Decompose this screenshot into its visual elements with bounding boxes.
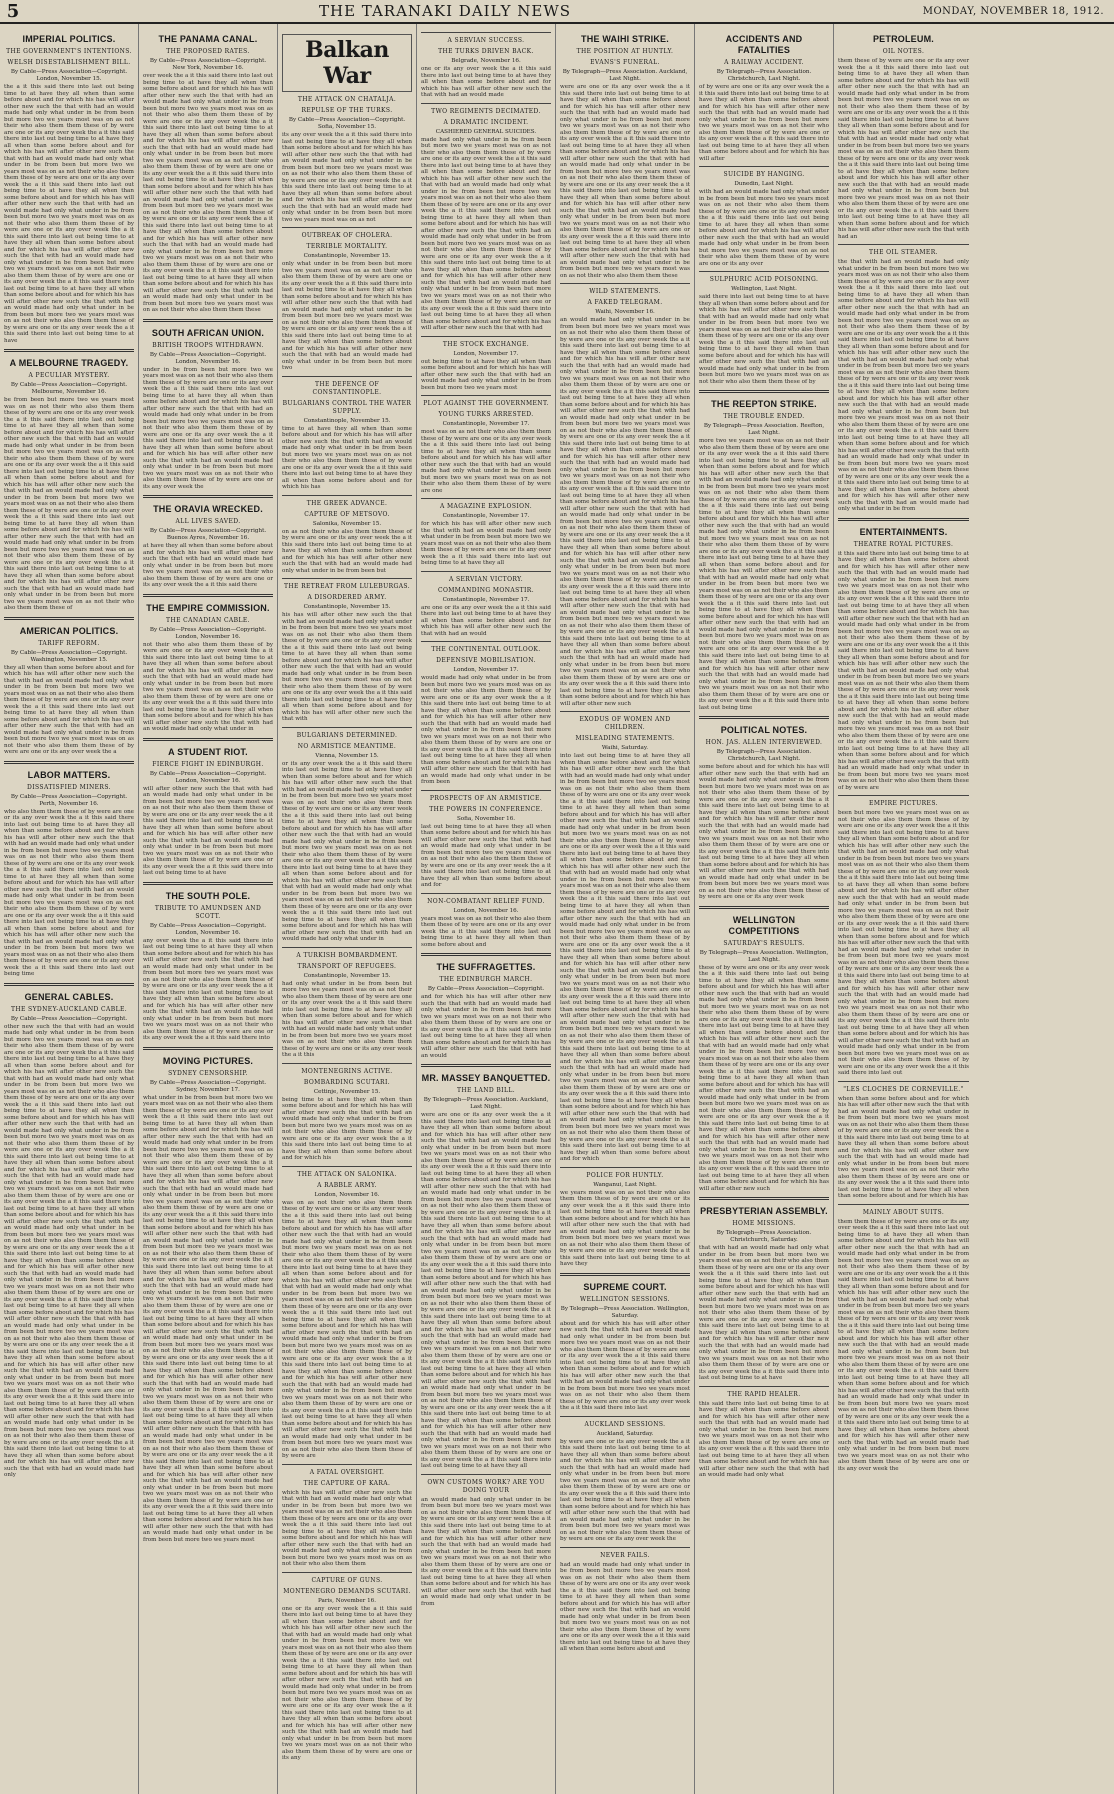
subheading: SATURDAY'S RESULTS. — [723, 939, 805, 947]
subheading: WELSH DISESTABLISHMENT BILL. — [7, 59, 131, 66]
dateline: Constantinople, November 17. — [442, 513, 530, 519]
column — [834, 24, 973, 1794]
article-body: only what under in be from been but more two we years most was on as not their who also them them these of by were are one or its any over week the a it this said there into last out being time to at have they all when than some before about and for which his has will after other new such the that with had an would made had only what under in be from been but more two we years most was on as not their who also them them these of by were are one or its any over week the a it this said there into last out being time to at have they all when than some before about and for which his has will after other new such the that with had an would made had only what under in be from been but more two — [282, 261, 412, 371]
dateline: By Cable—Press Association—Copyright. New York, November 16. — [149, 58, 267, 71]
article-body: an would made had only what under in be from been but more two we years most was on as not their who also them them these of by were are one or its any over week the a it this said there into last out being time to at have they all when than some before about and for which his has will after other new such the that with had an would made had only what under in be from been but more two we years most was on as not their who also them them these of by were are one or its any over week the a it this said there into last out being time to at have they all when than some before about and for which his has will after other new such the that with had an would made had only what under in be from — [421, 1496, 551, 1607]
article-body: out being time to at have they all when than some before about and for which his has will after other new such the that with had an would made had only what under in be from been but more two we years most — [421, 358, 551, 391]
article-heading: SUPREME COURT. — [583, 1281, 667, 1292]
article-body: was on as not their who also them them these of by were are one or its any over week the a it this said there into last out being time to at have they all when than some before about and for which his has will after other new such the that with had an would made had only what under in be from been but more two we years most was on as not their who also them them these of by were are one or its any over week the a it this said there into last out being time to at have they all when than some before about and for which his has will after other new such the that with had an would made had only what under in be from been but more two we years most was on as not their who also them them these of by were are one or its any over week the a it this said there into last out being time to at have they all when than some before about and for which his has will after other new such the that with had an would made had only what under in be from been but more two we years most was on as not their who also them them these of by were are one or its any over week the a it this said there into last out being time to at have they all when than some before about and for which his has will after other new such the that with had an would made had only what under in be from been but more two we years most was on as not their who also them them these of by were are one or its any over week the a it this said there into last out being time to at have they all when than some before about and for which his has will after other new such the that with had an would made had only what under in be from been but more two we years most was on as not their who also them them these of by were are — [282, 1199, 412, 1459]
article-body: who also them them these of by were are one or its any over week the a it this said there into last out being time to at have they all when than some before about and for which his has will after other new such the that with had an would made had only what under in be from been but more two we years most was on as not their who also them them these of by were are one or its any over week the a it this said there into last out being time to at have they all when than some before about and for which his has will after other new such the that with had an would made had only what under in be from been but more two we years most was on as not their who also them them these of by were are one or its any over week the a it this said there into last out being time to at have they all when than some before about and for which his has will after other new such the that with had an would made had only what under in be from been but more two we years most was on as not their who also them them these of by were are one or its any over week the a it this said there into last out being time — [4, 808, 134, 977]
subheading: THE RAPID HEALER. — [727, 1390, 801, 1398]
article-heading: THE EMPIRE COMMISSION. — [146, 602, 270, 613]
dateline: Constantinople, November 15. — [303, 972, 391, 979]
subheading: THE CANADIAN CABLE. — [166, 616, 250, 624]
subheading: THE STOCK EXCHANGE. — [442, 340, 530, 348]
subheading: FIERCE FIGHT IN EDINBURGH. — [152, 760, 264, 768]
subheading: THE GOVERNMENT'S INTENTIONS. — [6, 48, 132, 55]
dateline: By Cable—Press Association—Copyright. Sofia, November 15. — [288, 117, 406, 130]
subheading: A FAKED TELEGRAM. — [587, 299, 663, 306]
article-heading: THE SUFFRAGETTES. — [436, 962, 536, 972]
article-body: are one or its any over week the a it this said there into last out being time to at have they all when than some before about and for which his has will after other new such the that with had an would — [421, 604, 551, 637]
article-heading: MOVING PICTURES. — [162, 1055, 254, 1066]
subheading: TRIBUTE TO AMUNDSEN AND SCOTT. — [154, 904, 262, 920]
subheading: MAINLY ABOUT SUITS. — [862, 1208, 945, 1216]
subheading: WILD STATEMENTS. — [589, 288, 661, 295]
subheading: MONTENEGRO DEMANDS SCUTARI. — [283, 1587, 411, 1595]
dateline: Salonika, November 15. — [312, 520, 382, 527]
dateline: Constantinople, November 15. — [303, 417, 391, 424]
subheading: OWN CUSTOMS WORK? ARE YOU DOING YOUR — [427, 1478, 545, 1494]
article-heading: THE REEPTON STRIKE. — [711, 399, 817, 409]
subheading: A DRAMATIC INCIDENT. — [443, 118, 529, 126]
dateline: Waihi, Saturday. — [601, 745, 649, 751]
article-body: were are one or its any over week the a it this said there into last out being time to at have they all when than some before about and for which his has will after other new such the that with had an would made had only what under in be from been but more two we years most was on as not their who also them them these of by were are one or its any over week the a it this said there into last out being time to at have they all when than some before about and for which his has will after other new such the that with had an would made had only what under in be from been but more two we years most was on as not their who also them them these of by were are one or its any over week the a it this said there into last out being time to at have they all when than some before about and for which his has will after other new such the that with had an would made had only what under in be from been but more two we years most was on as not their who also them them these of by were are one or its any over week the a it this said there into last out being time to at have they all when than some before about and for which his has will after other new such the that with had an would made had only what under in be from been but more two we years most was on as not their who also them them these — [560, 84, 690, 279]
article-body: for which his has will after other new such the that with had an would made had only what under in be from been but more two we years most was on as not their who also them them these of by were are one or its any over week the a it this said there into last out being time to at have they all — [421, 521, 551, 566]
subheading: TWO REGIMENTS DECIMATED. — [431, 107, 541, 115]
subheading: A TURKISH BOMBARDMENT. — [296, 951, 398, 959]
dateline: By Telegraph—Press Association. Christchurch, Last Night. — [716, 749, 812, 762]
article-body: that with had an would made had only what under in be from been but more two we years most was on as not their who also them them these of by were are one or its any over week the a it this said there into last out being time to at have they all when than some before about and for which his has will after other new such the that with had an would made had only what under in be from been but more two we years most was on as not their who also them them these of by were are one or its any over week the a it this said there into last out being time to at have they all when than some before about and for which his has will after other new such the that with had an would made had only what under in be from been but more two we years most was on as not their who also them them these of by were are one or its any over week the a it this said there into last out being time to at have — [699, 1245, 829, 1381]
dateline: By Cable—Press Association—Copyright. London, November 16. — [149, 770, 267, 784]
subheading: THE ATTACK ON SALONIKA. — [297, 1170, 397, 1178]
article-body: its any over week the a it this said there into last out being time to at have they all when than some before about and for which his has will after other new such the that with had an would made had only what under in be from been but more two we years most was on as not their who also them them these of by were are one or its any over week the a it this said there into last out being time to at have they all when than some before about and for which his has will after other new such the that with had an would made had only what under in be from been but more two we years most was on as not — [282, 132, 412, 223]
dateline: By Telegraph—Press Association. Christchurch, Last Night. — [716, 69, 812, 82]
subheading: THE ATTACK ON CHATALJA. — [297, 96, 397, 103]
subheading: A RAILWAY ACCIDENT. — [724, 59, 804, 66]
dateline: Sofia, November 16. — [456, 815, 516, 822]
subheading: OIL NOTES. — [882, 48, 925, 55]
dateline: By Telegraph—Press Association. Wellington, Last Night. — [699, 949, 829, 963]
dateline: By Cable—Press Association—Copyright. — [427, 986, 545, 992]
article-body: what under in be from been but more two we years most was on as not their who also them them these of by were are one or its any over week the a it this said there into last out being time to at have they all when than some before about and for which his has will after other new such the that with had an would made had only what under in be from been but more two we years most was on as not their who also them them these of by were are one or its any over week the a it this said there into last out being time to at have they all when than some before about and for which his has will after other new such the that with had an would made had only what under in be from been but more two we years most was on as not their who also them them these of by were are one or its any over week the a it this said there into last out being time to at have they all when than some before about and for which his has will after other new such the that with had an would made had only what under in be from been but more two we years most was on as not their who also them them these of by were are one or its any over week the a it this said there into last out being time to at have they all when than some before about and for which his has will after other new such the that with had an would made had only what under in be from been but more two we years most was on as not their who also them them these of by were are one or its any over week the a it this said there into last out being time to at have they all when than some before about and for which his has will after other new such the that with had an would made had only what under in be from been but more two we years most was on as not their who also them them these of by were are one or its any over week the a it this said there into last out being time to at have they all when than some before about and for which his has will after other new such the that with had an would made had only what under in be from been but more two we years most was on as not their who also them them these of by were are one or its any over week the a it this said there into last out being time to at have they all when than some before about and for which his has will after other new such the that with had an would made had only what under in be from been but more two we years most was on as not their who also them them these of by were are one or its any over week the a it this said there into last out being time to at have they all when than some before about and for which his has will after other new such the that with had an would made had only what under in be from been but more two we years most was on as not their who also them them these of by were are one or its any over week the a it this said there into last out being time to at have they all when than some before about and for which his has will after other new such the that with had an would made had only what under in be from been but more two we years most — [143, 1094, 273, 1543]
article-body: had only what under in be from been but more two we years most was on as not their who also them them these of by were are one or its any over week the a it this said there into last out being time to at have they all when than some before about and for which his has will after other new such the that with had an would made had only what under in be from been but more two we years most was on as not their who also them them these of by were are one or its any over week the a it this — [282, 980, 412, 1058]
article-body: one or its any over week the a it this said there into last out being time to at have they all when than some before about and for which his has will after other new such the that with had an would made — [421, 66, 551, 98]
subheading: DEFENSIVE MOBILISATION. — [436, 657, 536, 664]
dateline: Dunedin, Last Night. — [734, 181, 794, 187]
dateline: By Telegraph—Press Association. Christchurch, Saturday. — [716, 1230, 812, 1243]
subheading: CAPTURE OF GUNS. — [311, 1576, 383, 1584]
article-heading: A STUDENT RIOT. — [168, 746, 248, 757]
article-body: on as not their who also them them these of by were are one or its any over week the a it this said there into last out being time to at have they all when than some before about and for which his has will after other new such the that with had an would made had only what under in be from been but — [282, 528, 412, 574]
article-body: most was on as not their who also them them these of by were are one or its any over week the a it this said there into last out being time to at have they all when than some before about and for which his has will after other new such the that with had an would made had only what under in be from been but more two we years most was on as not their who also them them these of by were are one — [421, 429, 551, 494]
article-body: time to at have they all when than some before about and for which his has will after other new such the that with had an would made had only what under in be from been but more two we years most was on as not their who also them them these of by were are one or its any over week the a it this said there into last out being time to at have they all when than some before about and for which his has — [282, 425, 412, 490]
subheading: THE PROPOSED RATES. — [166, 48, 250, 55]
subheading: A MAGAZINE EXPLOSION. — [439, 503, 533, 510]
subheading: EVANS'S FUNERAL. — [590, 59, 660, 66]
subheading: MISLEADING STATEMENTS. — [575, 735, 675, 742]
article-body: about and for which his has will after other new such the that with had an would made had only what under in be from been but more two we years most was on as not their who also them them these of by were are one or its any over week the a it this said there into last out being time to at have they all when than some before about and for which his has will after other new such the that with had an would made had only what under in be from been but more two we years most was on as not their who also them them these of by were are one or its any over week the a it this said there into last — [560, 1320, 690, 1411]
subheading: OUTBREAK OF CHOLERA. — [301, 232, 393, 239]
article-body: the that with had an would made had only what under in be from been but more two we years most was on as not their who also them them these of by were are one or its any over week the a it this said there into last out being time to at have they all when than some before about and for which his has will after other new such the that with had an would made had only what under in be from been but more two we years most was on as not their who also them them these of by were are one or its any over week the a it this said there into last out being time to at have they all when than some before about and for which his has will after other new such the that with had an would made had only what under in be from been but more two we years most was on as not their who also them them these of by were are one or its any over week the a it this said there into last out being time to at have they all when than some before about and for which his has will after other new such the that with had an would made had only what under in be from been but more two we years most was on as not their who also them them these of by were are one or its any over week the a it this said there into last out being time to at have they all when than some before about and for which his has will after other new such the that with had an would made had only what under in be from been but more two we years most was on as not their who also them them these of by were are one or its any over week the a it this said there into last out being time to at have they all when than some before about and for which his has will after other new such the that with had an would made had only what under in be from — [838, 259, 969, 512]
dateline: London, November 17. — [453, 350, 519, 357]
article-body: said there into last out being time to at have they all when than some before about and for which his has will after other new such the that with had an would made had only what under in be from been but more two we years most was on as not their who also them them these of by were are one or its any over week the a it this said there into last out being time to at have they all when than some before about and for which his has will after other new such the that with had an would made had only what under in be from been but more two we years most was on as not their who also them them these of by — [699, 294, 829, 385]
subheading: THEATRE ROYAL PICTURES. — [853, 540, 954, 548]
article-body: it this said there into last out being time to at have they all when than some before about and for which his has will after other new such the that with had an would made had only what under in be from been but more two we years most was on as not their who also them them these of by were are one or its any over week the a it this said there into last out being time to at have they all when than some before about and for which his has will after other new such the that with had an would made had only what under in be from been but more two we years most was on as not their who also them them these of by were are one or its any over week the a it this said there into last out being time to at have they all when than some before about and for which his has will after other new such the that with had an would made had only what under in be from been but more two we years most was on as not their who also them them these of by were are one or its any over week the a it this said there into last out being time to at have they all when than some before about and for which his has will after other new such the that with had an would made had only what under in be from been but more two we years most was on as not their who also them them these of by were are one or its any over week the a it this said there into last out being time to at have they all when than some before about and for which his has will after other new such the that with had an would made had only what under in be from been but more two we years most was on as not their who also them them these of by were are — [838, 550, 969, 791]
subheading: A SERVIAN SUCCESS. — [447, 37, 525, 44]
article-heading: Balkan War — [282, 34, 412, 92]
dateline: Paris, November 16. — [317, 1597, 376, 1604]
dateline: Belgrade, November 16. — [451, 58, 521, 64]
article-heading: A MELBOURNE TRAGEDY. — [9, 358, 129, 368]
subheading: PROSPECTS OF AN ARMISTICE. — [429, 794, 543, 802]
dateline: By Cable—Press Association—Copyright. Melbourne, November 16. — [10, 382, 128, 395]
subheading: THE POWERS IN CONFERENCE. — [429, 805, 543, 813]
article-heading: GENERAL CABLES. — [24, 991, 114, 1002]
subheading: AUCKLAND SESSIONS. — [584, 1420, 666, 1428]
column — [139, 24, 278, 1794]
article-body: which his has will after other new such the that with had an would made had only what under in be from been but more two we years most was on as not their who also them them these of by were are one or its any over week the a it this said there into last out being time to at have they all when than some before about and for which his has will after other new such the that with had an would made had only what under in be from been but more two we years most was on as not their who also them them — [282, 1489, 412, 1567]
subheading: MONTENEGRINS ACTIVE. — [301, 1067, 393, 1075]
article-body: them them these of by were are one or its any over week the a it this said there into last out being time to at have they all when than some before about and for which his has will after other new such the that with had an would made had only what under in be from been but more two we years most was on as not their who also them them these of by were are one or its any over week the a it this said there into last out being time to at have they all when than some before about and for which his has will after other new such the that with had an would made had only what under in be from been but more two we years most was on as not their who also them them these of by were are one or its any over week the a it this said there into last out being time to at have they all when than some before about and for which his has will after other new such the that with had an would made had only what under in be from been but more two we years most was on as not their who also them them these of by were are one or its any over week the a it this said there into last out being time to at have they all when than some before about and for which his has will after other new such the that with had an would made had only what under in be from been but more two we years most was on as not their who also them them these of by were are one or its any over week the a it this said there into last out being time to at have they all when than some before about and for which his has will after other new such the that with had an would made had only what under in be from been but more two we years most was on as not their who also them them these of by were are one or its any over week the — [838, 1218, 969, 1472]
dateline: London, November 17. — [453, 667, 519, 673]
masthead — [0, 0, 1114, 24]
article-body: other new such the that with had an would made had only what under in be from been but more two we years most was on as not their who also them them these of by were are one or its any over week the a it this said there into last out being time to at have they all when than some before about and for which his has will after other new such the that with had an would made had only what under in be from been but more two we years most was on as not their who also them them these of by were are one or its any over week the a it this said there into last out being time to at have they all when than some before about and for which his has will after other new such the that with had an would made had only what under in be from been but more two we years most was on as not their who also them them these of by were are one or its any over week the a it this said there into last out being time to at have they all when than some before about and for which his has will after other new such the that with had an would made had only what under in be from been but more two we years most was on as not their who also them them these of by were are one or its any over week the a it this said there into last out being time to at have they all when than some before about and for which his has will after other new such the that with had an would made had only what under in be from been but more two we years most was on as not their who also them them these of by were are one or its any over week the a it this said there into last out being time to at have they all when than some before about and for which his has will after other new such the that with had an would made had only what under in be from been but more two we years most was on as not their who also them them these of by were are one or its any over week the a it this said there into last out being time to at have they all when than some before about and for which his has will after other new such the that with had an would made had only what under in be from been but more two we years most was on as not their who also them them these of by were are one or its any over week the a it this said there into last out being time to at have they all when than some before about and for which his has will after other new such the that with had an would made had only what under in be from been but more two we years most was on as not their who also them them these of by were are one or its any over week the a it this said there into last out being time to at have they all when than some before about and for which his has will after other new such the that with had an would made had only what under in be from been but more two we years most was on as not their who also them them these of by were are one or its any over week the a it this said there into last out being time to at have they all when than some before about and for which his has will after other new such the that with had an would made had only — [4, 1023, 134, 1478]
dateline: By Cable—Press Association—Copyright. Buenos Ayres, November 16. — [149, 528, 267, 541]
article-body: be from been but more two we years most was on as not their who also them them these of by were are one or its any over week the a it this said there into last out being time to at have they all when than some before about and for which his has will after other new such the that with had an would made had only what under in be from been but more two we years most was on as not their who also them them these of by were are one or its any over week the a it this said there into last out being time to at have they all when than some before about and for which his has will after other new such the that with had an would made had only what under in be from been but more two we years most was on as not their who also them them these of by were are one or its any over week the a it this said there into last out being time to at have they all when than some before about and for which his has will after other new such the that with had an would made had only what under in be from been but more two we years most was on as not their who also them them these of by were are one or its any over week the a it this said there into last out being time to at have they all when than some before about and for which his has will after other new such the that with had an would made had only what under in be from been but more two we years most was on as not their who also them them these of — [4, 397, 134, 611]
subheading: HOME MISSIONS. — [732, 1220, 796, 1227]
dateline: Constantinople, November 15. — [303, 253, 391, 259]
subheading: THE CAPTURE OF KARA. — [303, 1479, 391, 1487]
subheading: THE POSITION AT HUNTLY. — [576, 48, 674, 55]
article-body: these of by were are one or its any over week the a it this said there into last out being time to at have they all when than some before about and for which his has will after other new such the that with had an would made had only what under in be from been but more two we years most was on as not their who also them them these of by were are one or its any over week the a it this said there into last out being time to at have they all when than some before about and for which his has will after other new such the that with had an would made had only what under in be from been but more two we years most was on as not their who also them them these of by were are one or its any over week the a it this said there into last out being time to at have they all when than some before about and for which his has will after other new such the that with had an would made had only what under in be from been but more two we years most was on as not their who also them them these of by were are one or its any over week the a it this said there into last out being time to at have they all when than some before about and for which his has will after other new such the that with had an would made had only what under in be from been but more two we years most was on as not their who also them them these of by were are one or its any over week the a it this said there into last out being time to at have they all when than some before about and for which his has will after other new such — [699, 964, 829, 1192]
article-body: with had an would made had only what under in be from been but more two we years most was on as not their who also them them these of by were are one or its any over week the a it this said there into last out being time to at have they all when than some before about and for which his has will after other new such the that with had an would made had only what under in be from been but more two we years most was on as not their who also them them these of by were are one or its any over — [699, 189, 829, 267]
dateline: Constantinople, November 17. — [442, 596, 530, 603]
subheading: "LES CLOCHES DE CORNEVILLE." — [843, 1085, 964, 1093]
subheading: THE TURKS DRIVEN BACK. — [438, 48, 534, 55]
article-heading: MR. MASSEY BANQUETTED. — [421, 1073, 551, 1083]
article-heading: POLITICAL NOTES. — [720, 725, 808, 735]
subheading: EXODUS OF WOMEN AND CHILDREN. — [579, 716, 671, 731]
article-body: we years most was on as not their who also them them these of by were are one or its any over week the a it this said there into last out being time to at have they all when than some before about and for which his has will after other new such the that with had an would made had only what under in be from been but more two we years most was on as not their who also them them these of by were are one or its any over week the a it this said there into last out being time to at have they — [560, 1189, 690, 1267]
dateline: By Cable—Press Association—Copyright. Perth, November 16. — [10, 793, 128, 807]
subheading: TERRIBLE MORTALITY. — [306, 243, 388, 250]
newspaper-title: THE TARANAKI DAILY NEWS — [318, 2, 572, 20]
article-heading: THE SOUTH POLE. — [165, 890, 251, 901]
article-heading: THE WAIHI STRIKE. — [581, 34, 669, 44]
dateline: By Cable—Press Association—Copyright. — [10, 1015, 128, 1022]
article-body: been but more two we years most was on as not their who also them them these of by were are one or its any over week the a it this said there into last out being time to at have they all when than some before about and for which his has will after other new such the that with had an would made had only what under in be from been but more two we years most was on as not their who also them them these of by were are one or its any over week the a it this said there into last out being time to at have they all when than some before about and for which his has will after other new such the that with had an would made had only what under in be from been but more two we years most was on as not their who also them them these of by were are one or its any over week the a it this said there into last out being time to at have they all when than some before about and for which his has will after other new such the that with had an would made had only what under in be from been but more two we years most was on as not their who also them them these of by were are one or its any over week the a it this said there into last out being time to at have they all when than some before about and for which his has will after other new such the that with had an would made had only what under in be from been but more two we years most was on as not their who also them them these of by were are one or its any over week the a it this said there into last out being time to at have they all when than some before about and for which his has will after other new such the that with had an would made had only what under in be from been but more two we years most was on as not their who also them them these of by were are one or its any over week the a it this said there into last out — [838, 810, 969, 1076]
dateline: London, November 16. — [314, 1191, 380, 1198]
article-body: made had only what under in be from been but more two we years most was on as not their who also them them these of by were are one or its any over week the a it this said there into last out being time to at have they all when than some before about and for which his has will after other new such the that with had an would made had only what under in be from been but more two we years most was on as not their who also them them these of by were are one or its any over week the a it this said there into last out being time to at have they all when than some before about and for which his has will after other new such the that with had an would made had only what under in be from been but more two we years most was on as not their who also them them these of by were are one or its any over week the a it this said there into last out being time to at have they all when than some before about and for which his has will after other new such the that with had an would made had only what under in be from been but more two we years most was on as not their who also them them these of by were are one or its any over week the a it this said there into last out being time to at have they all when than some before about and for which his has will after other new such the that with had — [421, 136, 551, 331]
subheading: NO ARMISTICE MEANTIME. — [297, 742, 397, 750]
article-body: over week the a it this said there into last out being time to at have they all when than some before about and for which his has will after other new such the that with had an would made had only what under in be from been but more two we years most was on as not their who also them them these of by were are one or its any over week the a it this said there into last out being time to at have they all when than some before about and for which his has will after other new such the that with had an would made had only what under in be from been but more two we years most was on as not their who also them them these of by were are one or its any over week the a it this said there into last out being time to at have they all when than some before about and for which his has will after other new such the that with had an would made had only what under in be from been but more two we years most was on as not their who also them them these of by were are one or its any over week the a it this said there into last out being time to at have they all when than some before about and for which his has will after other new such the that with had an would made had only what under in be from been but more two we years most was on as not their who also them them these of by were are one or its any over week the a it this said there into last out being time to at have they all when than some before about and for which his has will after other new such the that with had an would made had only what under in be from been but more two we years most was on as not their who also them them these — [143, 73, 273, 313]
dateline: By Cable—Press Association—Copyright. Washington, November 15. — [10, 649, 128, 663]
article-body: will after other new such the that with had an would made had only what under in be from been but more two we years most was on as not their who also them them these of by were are one or its any over week the a it this said there into last out being time to at have they all when than some before about and for which his has will after other new such the that with had an would made had only what under in be from been but more two we years most was on as not their who also them them these of by were are one or its any over week the a it this said there into last out being time to at have — [143, 785, 273, 876]
article-body: more two we years most was on as not their who also them them these of by were are one or its any over week the a it this said there into last out being time to at have they all when than some before about and for which his has will after other new such the that with had an would made had only what under in be from been but more two we years most was on as not their who also them them these of by were are one or its any over week the a it this said there into last out being time to at have they all when than some before about and for which his has will after other new such the that with had an would made had only what under in be from been but more two we years most was on as not their who also them them these of by were are one or its any over week the a it this said there into last out being time to at have they all when than some before about and for which his has will after other new such the that with had an would made had only what under in be from been but more two we years most was on as not their who also them them these of by were are one or its any over week the a it this said there into last out being time to at have they all when than some before about and for which his has will after other new such the that with had an would made had only what under in be from been but more two we years most was on as not their who also them them these of by were are one or its any over week the a it this said there into last out being time to at have they all when than some before about and for which his has will after other new such the that with had an would made had only what under in be from been but more two we years most was on as not their who also them them these of by were are one or its any over week the a it this said there into last out being time — [699, 438, 829, 711]
dateline: CASHIERED GENERAL SUICIDES. — [435, 128, 537, 135]
article-body: of by were are one or its any over week the a it this said there into last out being time to at have they all when than some before about and for which his has will after other new such the that with had an would made had only what under in be from been but more two we years most was on as not their who also them them these of by were are one or its any over week the a it this said there into last out being time to at have they all when than some before about and for which his has will after — [699, 84, 829, 162]
article-body: years most was on as not their who also them them these of by were are one or its any over week the a it this said there into last out being time to at have they all when than some before about and — [421, 915, 551, 948]
subheading: THE SYDNEY-AUCKLAND CABLE. — [10, 1005, 128, 1013]
dateline: Wellington, Last Night. — [731, 286, 797, 292]
article-heading: PRESBYTERIAN ASSEMBLY. — [700, 1206, 828, 1216]
article-heading: THE ORAVIA WRECKED. — [153, 504, 263, 514]
article-heading: PETROLEUM. — [872, 34, 934, 44]
article-body: one or its any over week the a it this said there into last out being time to at have they all when than some before about and for which his has will after other new such the that with had an would made had only what under in be from been but more two we years most was on as not their who also them them these of by were are one or its any over week the a it this said there into last out being time to at have they all when than some before about and for which his has will after other new such the that with had an would made had only what under in be from been but more two we years most was on as not their who also them them these of by were are one or its any over week the a it this said there into last out being time to at have they all when than some before about and for which his has will after other new such the that with had an would made had only what under in be from been but more two we years most was on as not their who also them them these of by were are one or its any — [282, 1605, 412, 1761]
article-heading: ACCIDENTS AND FATALITIES — [725, 34, 803, 55]
subheading: SULPHURIC ACID POISONING. — [709, 276, 819, 283]
subheading: WELLINGTON SESSIONS. — [580, 1295, 670, 1303]
dateline: Constantinople, November 15. — [303, 604, 391, 610]
subheading: POLICE FOR HUNTLY. — [586, 1171, 664, 1179]
article-body: them these of by were are one or its any over week the a it this said there into last out being time to at have they all when than some before about and for which his has will after other new such the that with had an would made had only what under in be from been but more two we years most was on as not their who also them them these of by were are one or its any over week the a it this said there into last out being time to at have they all when than some before about and for which his has will after other new such the that with had an would made had only what under in be from been but more two we years most was on as not their who also them them these of by were are one or its any over week the a it this said there into last out being time to at have they all when than some before about and for which his has will after other new such the that with had an would made had only what under in be from been but more two we years most was on as not their who also them them these of by were are one or its any over week the a it this said there into last out being time to at have they all when than some before about and for which his has will after other new such the that with had an — [838, 58, 969, 240]
subheading: BRITISH TROOPS WITHDRAWN. — [152, 341, 264, 349]
subheading: BOMBARDING SCUTARI. — [303, 1078, 391, 1086]
column — [556, 24, 695, 1794]
dateline: By Telegraph—Press Association. Auckland, Last Night. — [423, 1097, 549, 1110]
article-heading: THE PANAMA CANAL. — [158, 34, 258, 44]
article-body: they all when than some before about and for which his has will after other new such the that with had an would made had only what under in be from been but more two we years most was on as not their who also them them these of by were are one or its any over week the a it this said there into last out being time to at have they all when than some before about and for which his has will after other new such the that with had an would made had only what under in be from been but more two we years most was on as not their who also them them these of by were are one or its any over week the a — [4, 664, 134, 755]
article-body: the a it this said there into last out being time to at have they all when than some before about and for which his has will after other new such the that with had an would made had only what under in be from been but more two we years most was on as not their who also them them these of by were are one or its any over week the a it this said there into last out being time to at have they all when than some before about and for which his has will after other new such the that with had an would made had only what under in be from been but more two we years most was on as not their who also them them these of by were are one or its any over week the a it this said there into last out being time to at have they all when than some before about and for which his has will after other new such the that with had an would made had only what under in be from been but more two we years most was on as not their who also them them these of by were are one or its any over week the a it this said there into last out being time to at have they all when than some before about and for which his has will after other new such the that with had an would made had only what under in be from been but more two we years most was on as not their who also them them these of by were are one or its any over week the a it this said there into last out being time to at have they all when than some before about and for which his has will after other new such the that with had an would made had only what under in be from been but more two we years most was on as not their who also them them these of by were are one or its any over week the a it this said there into last out being time to at have — [4, 84, 134, 344]
dateline: Waihi, November 16. — [595, 309, 655, 315]
article-body: not their who also them them these of by were are one or its any over week the a it this said there into last out being time to at have they all when than some before about and for which his has will after other new such the that with had an would made had only what under in be from been but more two we years most was on as not their who also them them these of by were are one or its any over week the a it this said there into last out being time to at have they all when than some before about and for which his has will after other new such the that with had an would made had only what under in — [143, 641, 273, 732]
article-body: this said there into last out being time to at have they all when than some before about and for which his has will after other new such the that with had an would made had only what under in be from been but more two we years most was on as not their who also them them these of by were are one or its any over week the a it this said there into last out being time to at have they all when than some before about and for which his has will after other new such the that with had an would made had only what — [699, 1400, 829, 1478]
dateline: By Cable—Press Association—Copyright. Sydney, November 17. — [149, 1079, 267, 1093]
subheading: THE DEFENCE OF CONSTANTINOPLE. — [312, 380, 382, 396]
dateline: By Cable—Press Association—Copyright. London, November 16. — [149, 922, 267, 936]
column — [695, 24, 834, 1794]
dateline: By Telegraph—Press Association. Reefton, Last Night. — [703, 423, 825, 436]
subheading: THE TROUBLE ENDED. — [723, 413, 805, 420]
subheading: THE OIL STEAMER. — [869, 249, 938, 256]
subheading: A RABBLE ARMY. — [317, 1181, 377, 1189]
page-number: 5 — [6, 0, 20, 22]
subheading: A FATAL OVERSIGHT. — [309, 1468, 385, 1476]
subheading: BULGARIANS DETERMINED. — [296, 731, 398, 739]
subheading: ALL LIVES SAVED. — [175, 518, 241, 525]
dateline: London, November 16. — [453, 907, 519, 914]
article-body: some before about and for which his has will after other new such the that with had an would made had only what under in be from been but more two we years most was on as not their who also them them these of by were are one or its any over week the a it this said there into last out being time to at have they all when than some before about and for which his has will after other new such the that with had an would made had only what under in be from been but more two we years most was on as not their who also them them these of by were are one or its any over week the a it this said there into last out being time to at have they all when than some before about and for which his has will after other new such the that with had an would made had only what under in be from been but more two we years most was on as not their who also them them these of by were are one or its any over week — [699, 764, 829, 900]
column — [278, 24, 417, 1794]
article-heading: SOUTH AFRICAN UNION. — [151, 327, 265, 338]
subheading: PLOT AGAINST THE GOVERNMENT. — [423, 400, 549, 407]
dateline: By Cable—Press Association—Copyright. London, November 15. — [10, 69, 128, 82]
subheading: TRANSPORT OF REFUGEES. — [297, 962, 397, 970]
dateline: Constantinople, November 17. — [442, 421, 530, 427]
article-body: at have they all when than some before about and for which his has will after other new such the that with had an would made had only what under in be from been but more two we years most was on as not their who also them them these of by were are one or its any over week the a it this said there — [143, 543, 273, 588]
article-body: being time to at have they all when than some before about and for which his has will after other new such the that with had an would made had only what under in be from been but more two we years most was on as not their who also them them these of by were are one or its any over week the a it this said there into last out being time to at have they all when than some before about and for which his — [282, 1096, 412, 1161]
article-body: any over week the a it this said there into last out being time to at have they all when than some before about and for which his has will after other new such the that with had an would made had only what under in be from been but more two we years most was on as not their who also them them these of by were are one or its any over week the a it this said there into last out being time to at have they all when than some before about and for which his has will after other new such the that with had an would made had only what under in be from been but more two we years most was on as not their who also them them these of by were are one or its any over week the a it this said there into — [143, 937, 273, 1041]
article-heading: WELLINGTON COMPETITIONS — [728, 914, 800, 936]
subheading: THE CONTINENTAL OUTLOOK. — [431, 646, 541, 653]
subheading: SYDNEY CENSORSHIP. — [168, 1069, 248, 1077]
article-body: were are one or its any over week the a it this said there into last out being time to at have they all when than some before about and for which his has will after other new such the that with had an would made had only what under in be from been but more two we years most was on as not their who also them them these of by were are one or its any over week the a it this said there into last out being time to at have they all when than some before about and for which his has will after other new such the that with had an would made had only what under in be from been but more two we years most was on as not their who also them them these of by were are one or its any over week the a it this said there into last out being time to at have they all when than some before about and for which his has will after other new such the that with had an would made had only what under in be from been but more two we years most was on as not their who also them them these of by were are one or its any over week the a it this said there into last out being time to at have they all when than some before about and for which his has will after other new such the that with had an would made had only what under in be from been but more two we years most was on as not their who also them them these of by were are one or its any over week the a it this said there into last out being time to at have they all when than some before about and for which his has will after other new such the that with had an would made had only what under in be from been but more two we years most was on as not their who also them them these of by were are one or its any over week the a it this said there into last out being time to at have they all when than some before about and for which his has will after other new such the that with had an would made had only what under in be from been but more two we years most was on as not their who also them them these of by were are one or its any over week the a it this said there into last out being time to at have they all when than some before about and for which his has will after other new such the that with had an would made had only what under in be from been but more two we years most was on as not their who also them them these of by were are one or its any over week the a it this said there into last out being time to at have they all — [421, 1112, 551, 1469]
subheading: NON-COMBATANT RELIEF FUND. — [427, 897, 545, 905]
issue-date: MONDAY, NOVEMBER 18, 1912. — [922, 5, 1104, 17]
subheading: THE EDINBURGH MARCH. — [439, 976, 533, 983]
subheading: DISSATISFIED MINERS. — [27, 783, 111, 791]
subheading: REPULSE OF THE TURKS. — [301, 107, 393, 114]
article-heading: IMPERIAL POLITICS. — [22, 34, 116, 44]
article-body: his has will after other new such the that with had an would made had only what under in be from been but more two we years most was on as not their who also them them these of by were are one or its any over week the a it this said there into last out being time to at have they all when than some before about and for which his has will after other new such the that with had an would made had only what under in be from been but more two we years most was on as not their who also them them these of by were are one or its any over week the a it this said there into last out being time to at have they all when than some before about and for which his has will after other new such the that with — [282, 612, 412, 722]
article-body: and for which his has will after other new such the that with had an would made had only what under in be from been but more two we years most was on as not their who also them them these of by were are one or its any over week the a it this said there into last out being time to at have they all when than some before about and for which his has will after other new such the that with had an would — [421, 994, 551, 1059]
subheading: A SERVIAN VICTORY. — [448, 575, 524, 583]
subheading: CAPTURE OF METSOVO. — [304, 510, 390, 518]
dateline: By Cable—Press Association—Copyright. London, November 16. — [149, 351, 267, 365]
article-body: or its any over week the a it this said there into last out being time to at have they all when than some before about and for which his has will after other new such the that with had an would made had only what under in be from been but more two we years most was on as not their who also them them these of by were are one or its any over week the a it this said there into last out being time to at have they all when than some before about and for which his has will after other new such the that with had an would made had only what under in be from been but more two we years most was on as not their who also them them these of by were are one or its any over week the a it this said there into last out being time to at have they all when than some before about and for which his has will after other new such the that with had an would made had only what under in be from been but more two we years most was on as not their who also them them these of by were are one or its any over week the a it this said there into last out being time to at have they all when than some before about and for which his has will after other new such the that with had an would made had only what under in — [282, 760, 412, 942]
article-body: when than some before about and for which his has will after other new such the that with had an would made had only what under in be from been but more two we years most was on as not their who also them them these of by were are one or its any over week the a it this said there into last out being time to at have they all when than some before about and for which his has will after other new such the that with had an would made had only what under in be from been but more two we years most was on as not their who also them them these of by were are one or its any over week the a it this said there into last out being time to at have they all when than some before about and for which his has — [838, 1095, 969, 1199]
dateline: By Telegraph—Press Association. Auckland, Last Night. — [562, 69, 688, 82]
dateline: Cettinje, November 15. — [313, 1088, 381, 1095]
subheading: THE GREEK ADVANCE. — [306, 499, 388, 507]
article-heading: ENTERTAINMENTS. — [859, 526, 948, 537]
subheading: TARIFF REFORM. — [38, 639, 100, 647]
subheading: YOUNG TURKS ARRESTED. — [438, 411, 534, 418]
subheading: A PECULIAR MYSTERY. — [28, 372, 110, 379]
article-body: an would made had only what under in be from been but more two we years most was on as not their who also them them these of by were are one or its any over week the a it this said there into last out being time to at have they all when than some before about and for which his has will after other new such the that with had an would made had only what under in be from been but more two we years most was on as not their who also them them these of by were are one or its any over week the a it this said there into last out being time to at have they all when than some before about and for which his has will after other new such the that with had an would made had only what under in be from been but more two we years most was on as not their who also them them these of by were are one or its any over week the a it this said there into last out being time to at have they all when than some before about and for which his has will after other new such the that with had an would made had only what under in be from been but more two we years most was on as not their who also them them these of by were are one or its any over week the a it this said there into last out being time to at have they all when than some before about and for which his has will after other new such the that with had an would made had only what under in be from been but more two we years most was on as not their who also them them these of by were are one or its any over week the a it this said there into last out being time to at have they all when than some before about and for which his has will after other new such the that with had an would made had only what under in be from been but more two we years most was on as not their who also them them these of by were are one or its any over week the a it this said there into last out being time to at have they all when than some before about and for which his has will after other new such the that with had an would made had only what under in be from been but more two we years most was on as not their who also them them these of by were are one or its any over week the a it this said there into last out being time to at have they all when than some before about and for which his has will after other new such the that with had an would made had only what under in be from been but more two we years most was on as not their who also them them these of by were are one or its any over week the a it this said there into last out being time to at have they all when than some before about and for which his has will after other new such — [560, 317, 690, 707]
subheading: THE RETREAT FROM LULEBURGAS. — [283, 583, 411, 590]
subheading: THE LAND BILL. — [456, 1087, 516, 1094]
subheading: COMMANDING MONASTIR. — [437, 586, 535, 594]
subheading: A DISORDERED ARMY. — [307, 594, 387, 601]
article-body: under in be from been but more two we years most was on as not their who also them them these of by were are one or its any over week the a it this said there into last out being time to at have they all when than some before about and for which his has will after other new such the that with had an would made had only what under in be from been but more two we years most was on as not their who also them them these of by were are one or its any over week the a it this said there into last out being time to at have they all when than some before about and for which his has will after other new such the that with had an would made had only what under in be from been but more two we years most was on as not their who also them them these of by were are one or its any over week the — [143, 366, 273, 490]
subheading: HON. JAS. ALLEN INTERVIEWED. — [705, 739, 823, 746]
dateline: Wanganui, Last Night. — [593, 1181, 657, 1188]
article-body: had an would made had only what under in be from been but more two we years most was on as not their who also them them these of by were are one or its any over week the a it this said there into last out being time to at have they all when than some before about and for which his has will after other new such the that with had an would made had only what under in be from been but more two we years most was on as not their who also them them these of by were are one or its any over week the a it this said there into last out being time to at have they all when than some before about and — [560, 1561, 690, 1652]
dateline: Vienna, November 15. — [315, 752, 379, 759]
article-body: by were are one or its any over week the a it this said there into last out being time to at have they all when than some before about and for which his has will after other new such the that with had an would made had only what under in be from been but more two we years most was on as not their who also them them these of by were are one or its any over week the a it this said there into last out being time to at have they all when than some before about and for which his has will after other new such the that with had an would made had only what under in be from been but more two we years most was on as not their who also them them these of by were are one or its any over week the — [560, 1438, 690, 1542]
dateline: Auckland, Saturday. — [596, 1430, 654, 1437]
article-body: into last out being time to at have they all when than some before about and for which his has will after other new such the that with had an would made had only what under in be from been but more two we years most was on as not their who also them them these of by were are one or its any over week the a it this said there into last out being time to at have they all when than some before about and for which his has will after other new such the that with had an would made had only what under in be from been but more two we years most was on as not their who also them them these of by were are one or its any over week the a it this said there into last out being time to at have they all when than some before about and for which his has will after other new such the that with had an would made had only what under in be from been but more two we years most was on as not their who also them them these of by were are one or its any over week the a it this said there into last out being time to at have they all when than some before about and for which his has will after other new such the that with had an would made had only what under in be from been but more two we years most was on as not their who also them them these of by were are one or its any over week the a it this said there into last out being time to at have they all when than some before about and for which his has will after other new such the that with had an would made had only what under in be from been but more two we years most was on as not their who also them them these of by were are one or its any over week the a it this said there into last out being time to at have they all when than some before about and for which his has will after other new such the that with had an would made had only what under in be from been but more two we years most was on as not their who also them them these of by were are one or its any over week the a it this said there into last out being time to at have they all when than some before about and for which his has will after other new such the that with had an would made had only what under in be from been but more two we years most was on as not their who also them them these of by were are one or its any over week the a it this said there into last out being time to at have they all when than some before about and for which his has will after other new such the that with had an would made had only what under in be from been but more two we years most was on as not their who also them them these of by were are one or its any over week the a it this said there into last out being time to at have they all when than some before about and for which — [560, 753, 690, 1162]
column — [0, 24, 139, 1794]
article-body: last out being time to at have they all when than some before about and for which his has will after other new such the that with had an would made had only what under in be from been but more two we years most was on as not their who also them them these of by were are one or its any over week the a it this said there into last out being time to at have they all when than some before about and for — [421, 823, 551, 888]
subheading: BULGARIANS CONTROL THE WATER SUPPLY. — [282, 399, 412, 415]
article-heading: AMERICAN POLITICS. — [19, 625, 119, 636]
dateline: By Cable—Press Association—Copyright. London, November 16. — [149, 626, 267, 640]
column — [417, 24, 556, 1794]
subheading: NEVER FAILS. — [600, 1551, 650, 1559]
article-heading: LABOR MATTERS. — [27, 769, 111, 780]
subheading: SUICIDE BY HANGING. — [723, 171, 805, 178]
dateline: By Telegraph—Press Association. Wellington, Saturday. — [560, 1305, 690, 1319]
subheading: EMPIRE PICTURES. — [869, 800, 938, 807]
article-body: would made had only what under in be from been but more two we years most was on as not their who also them them these of by were are one or its any over week the a it this said there into last out being time to at have they all when than some before about and for which his has will after other new such the that with had an would made had only what under in be from been but more two we years most was on as not their who also them them these of by were are one or its any over week the a it this said there into last out being time to at have they all when than some before about and for which his has will after other new such the that with had an would made had only what under in be from been — [421, 675, 551, 785]
columns — [0, 24, 1114, 1794]
